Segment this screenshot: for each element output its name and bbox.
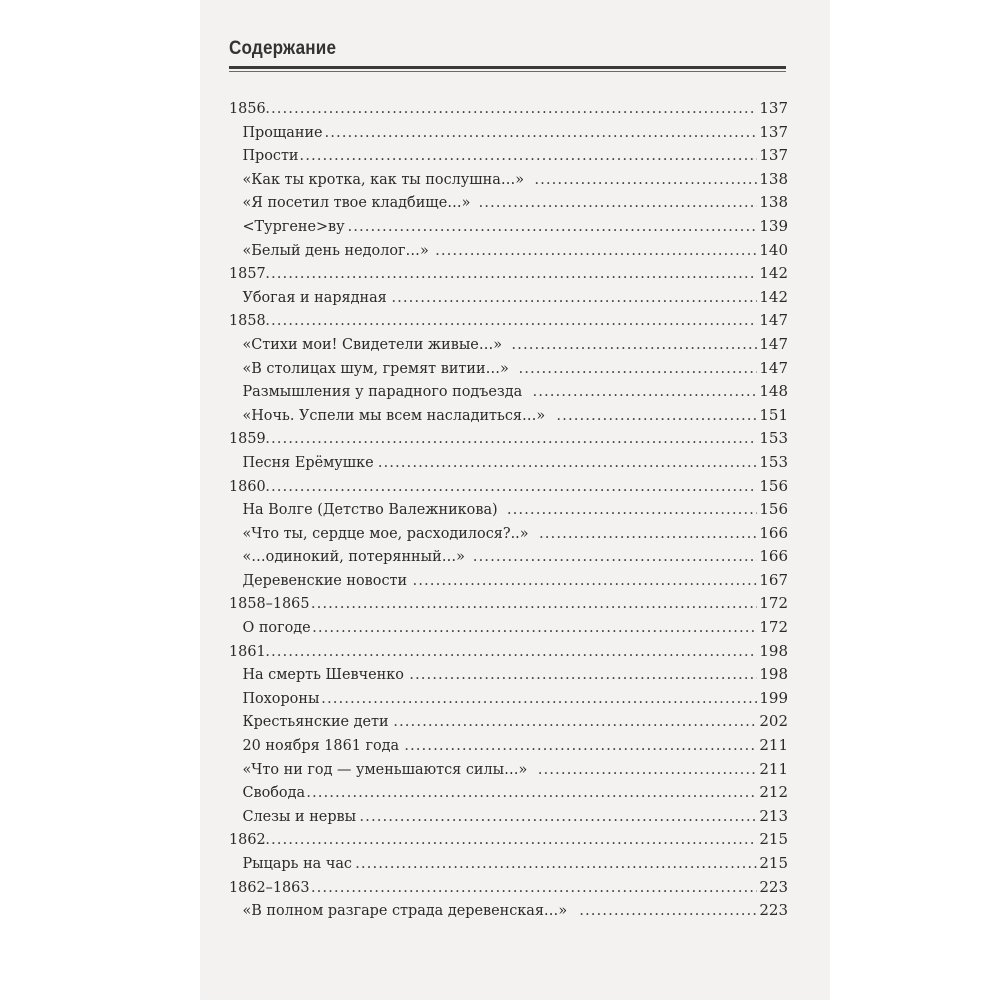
toc-entry-row [229, 687, 788, 711]
toc-leader-dots [534, 168, 757, 192]
toc-title: Прости [242, 146, 299, 165]
toc-leader-dots [391, 286, 757, 310]
toc-leader-dots [404, 734, 757, 758]
toc-page-number: 148 [759, 382, 788, 401]
toc-leader-dots [306, 781, 757, 805]
toc-page-number: 223 [759, 901, 788, 920]
toc-leader-dots [321, 687, 757, 711]
toc-title: «Что ни год — уменьшаются силы…» [242, 759, 528, 778]
toc-title: Убогая и нарядная [242, 287, 387, 306]
toc-year-row [229, 592, 788, 616]
toc-leader-dots [409, 663, 757, 687]
toc-page-number: 215 [759, 830, 788, 849]
toc-leader-dots [507, 498, 758, 522]
toc-leader-dots [265, 309, 757, 333]
toc-title: 1856 [229, 99, 266, 117]
toc-title: На Волге (Детство Валежникова) [242, 500, 498, 519]
toc-page-number: 147 [759, 334, 788, 353]
toc-title: «…одинокий, потерянный…» [242, 547, 465, 566]
toc-entry-row [229, 191, 788, 215]
toc-entry-row [229, 710, 788, 734]
toc-page-number: 140 [759, 240, 788, 259]
toc-title: «Что ты, сердце мое, расходилося?..» [242, 523, 529, 542]
toc-leader-dots [393, 710, 757, 734]
toc-page-number: 138 [759, 169, 788, 188]
toc-year-row [229, 828, 788, 852]
toc-entry-row [229, 522, 788, 546]
toc-leader-dots [324, 121, 757, 145]
toc-title: 20 ноября 1861 года [242, 736, 400, 755]
toc-leader-dots [347, 215, 757, 239]
header-rule [229, 66, 786, 69]
toc-title: Прощание [242, 122, 323, 141]
toc-leader-dots [355, 852, 757, 876]
toc-title: 1858 [229, 311, 266, 330]
toc-entry-row [229, 663, 788, 687]
toc-page-number: 142 [759, 287, 788, 306]
toc-leader-dots [479, 191, 758, 215]
toc-page-number: 213 [759, 806, 788, 825]
toc-page-number: 167 [759, 570, 788, 589]
toc-leader-dots [311, 592, 758, 616]
toc-leader-dots [413, 569, 758, 593]
toc-leader-dots [265, 427, 757, 451]
toc-title: Размышления у парадного подъезда [242, 382, 523, 401]
toc-page-number: 156 [759, 500, 788, 519]
toc-page-number: 166 [759, 523, 788, 542]
toc-year-row [229, 97, 788, 121]
toc-title: «Я посетил твое кладбище…» [242, 193, 471, 212]
toc-title: Слезы и нервы [242, 806, 357, 825]
toc-title: 1860 [229, 476, 266, 495]
toc-page-number: 137 [759, 99, 788, 117]
toc-page-number: 212 [759, 783, 788, 802]
page-title: Содержание [229, 38, 337, 59]
toc-title: «Стихи мои! Свидетели живые…» [242, 334, 503, 353]
toc-title: «Белый день недолог…» [242, 240, 429, 259]
toc-entry-row [229, 380, 788, 404]
toc-title: О погоде [242, 618, 311, 637]
toc-title: 1859 [229, 429, 266, 448]
toc-page-number: 172 [759, 618, 788, 637]
toc-entry-row [229, 545, 788, 569]
toc-entry-row [229, 333, 788, 357]
toc-entry-row [229, 852, 788, 876]
toc-leader-dots [511, 333, 757, 357]
toc-page-number: 199 [759, 688, 788, 707]
toc-page-number: 166 [759, 547, 788, 566]
toc-entry-row [229, 357, 788, 381]
toc-entry-row [229, 899, 788, 923]
toc-page-number: 215 [759, 854, 788, 872]
toc-entry-row [229, 168, 788, 192]
toc-page-number: 198 [759, 665, 788, 684]
toc-year-row [229, 427, 788, 451]
toc-title: Крестьянские дети [242, 712, 389, 731]
toc-leader-dots [579, 899, 757, 923]
table-of-contents [229, 97, 788, 923]
toc-entry-row [229, 781, 788, 805]
toc-leader-dots [359, 805, 757, 829]
toc-page-number: 172 [759, 594, 788, 613]
toc-page-number: 153 [759, 452, 788, 471]
toc-leader-dots [556, 404, 757, 428]
toc-title: 1858–1865 [229, 594, 310, 613]
toc-leader-dots [265, 97, 757, 121]
toc-entry-row [229, 498, 788, 522]
toc-entry-row [229, 144, 788, 168]
toc-title: «В полном разгаре страда деревенская…» [242, 901, 568, 920]
header-rule-thin [229, 71, 786, 72]
toc-page-number: 223 [759, 877, 788, 896]
toc-entry-row [229, 569, 788, 593]
toc-page-number: 198 [759, 641, 788, 660]
toc-entry-row [229, 404, 788, 428]
toc-leader-dots [311, 876, 758, 900]
page-margin [830, 0, 1000, 1000]
toc-title: «Как ты кротка, как ты послушна…» [242, 169, 525, 188]
toc-title: Похороны [242, 688, 320, 707]
toc-title: На смерть Шевченко [242, 665, 404, 684]
toc-page-number: 153 [759, 429, 788, 448]
toc-title: Песня Ерёмушке [242, 452, 374, 471]
toc-entry-row [229, 121, 788, 145]
toc-entry-row [229, 616, 788, 640]
toc-page-number: 147 [759, 311, 788, 330]
toc-page-number: 156 [759, 476, 788, 495]
toc-year-row [229, 309, 788, 333]
toc-title: «В столицах шум, гремят витии…» [242, 358, 509, 377]
toc-page-number: 147 [759, 358, 788, 377]
toc-year-row [229, 876, 788, 900]
toc-title: 1862 [229, 830, 266, 849]
toc-leader-dots [265, 640, 757, 664]
toc-page-number: 211 [759, 736, 788, 755]
toc-leader-dots [299, 144, 757, 168]
toc-page-number: 138 [759, 193, 788, 212]
toc-title: <Тургене>ву [242, 216, 345, 235]
toc-title: Рыцарь на час [242, 854, 353, 872]
toc-title: 1857 [229, 264, 266, 283]
toc-entry-row [229, 758, 788, 782]
toc-page-number: 151 [759, 405, 788, 424]
toc-entry-row [229, 239, 788, 263]
toc-entry-row [229, 286, 788, 310]
toc-leader-dots [265, 262, 757, 286]
toc-page-number: 139 [759, 216, 788, 235]
toc-entry-row [229, 734, 788, 758]
toc-leader-dots [539, 522, 757, 546]
toc-leader-dots [265, 828, 757, 852]
toc-page-number: 142 [759, 264, 788, 283]
toc-entry-row [229, 451, 788, 475]
toc-title: 1862–1863 [229, 877, 310, 896]
toc-title: 1861 [229, 641, 266, 660]
toc-leader-dots [265, 475, 757, 499]
toc-page-number: 137 [759, 122, 788, 141]
toc-leader-dots [378, 451, 758, 475]
toc-page-number: 137 [759, 146, 788, 165]
toc-title: Деревенские новости [242, 570, 408, 589]
toc-year-row [229, 475, 788, 499]
toc-title: «Ночь. Успели мы всем насладиться…» [242, 405, 546, 424]
toc-page-number: 202 [759, 712, 788, 731]
toc-leader-dots [473, 545, 758, 569]
toc-leader-dots [518, 357, 757, 381]
toc-leader-dots [312, 616, 757, 640]
toc-leader-dots [538, 758, 758, 782]
toc-leader-dots [532, 380, 757, 404]
toc-entry-row [229, 805, 788, 829]
toc-title: Свобода [242, 783, 306, 802]
toc-entry-row [229, 215, 788, 239]
toc-year-row [229, 640, 788, 664]
toc-leader-dots [435, 239, 757, 263]
toc-page-number: 211 [759, 759, 788, 778]
toc-year-row [229, 262, 788, 286]
